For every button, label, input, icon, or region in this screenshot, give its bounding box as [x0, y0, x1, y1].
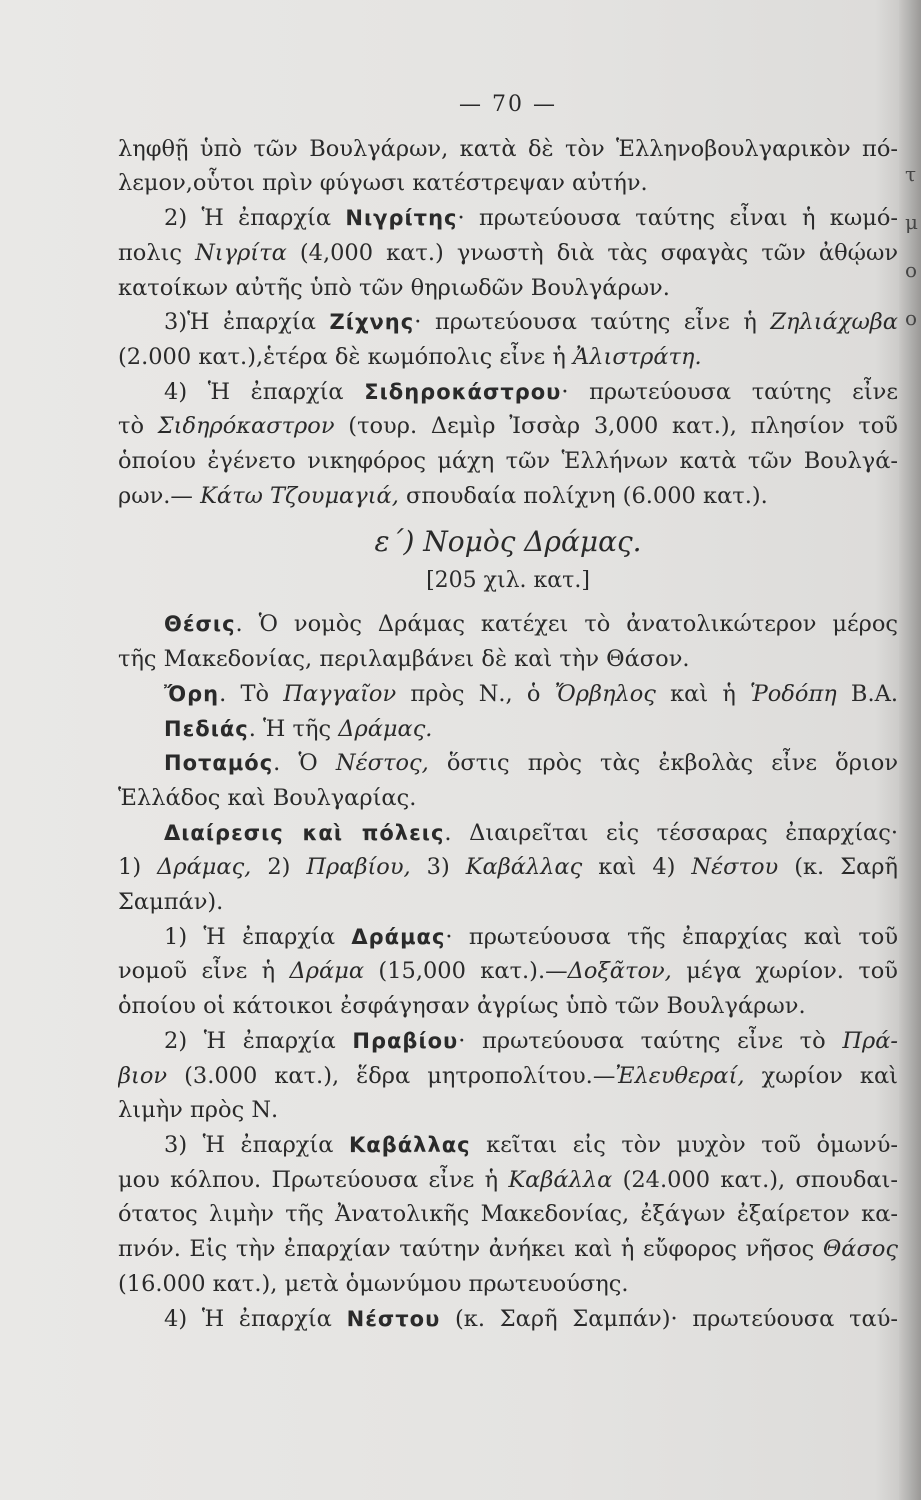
- text-line: [118, 642, 898, 677]
- text-span: (16.000 κατ.), μετὰ ὁμωνύμου πρωτευούσης.: [118, 1270, 629, 1297]
- bold-term: Ποταμός: [164, 751, 274, 776]
- text-line: [118, 236, 898, 271]
- text-line: [118, 1197, 898, 1232]
- text-span: τῆς Μακεδονίας, περιλαμβάνει δὲ καὶ τὴν Θάσον.: [118, 646, 690, 673]
- text-span: μέγα χωρίον. τοῦ: [671, 958, 898, 985]
- text-span: ληφθῇ ὑπὸ τῶν Βουλγάρων, κατὰ δὲ τὸν Ἑλληνοβουλγαρικὸν πό-: [118, 135, 898, 162]
- italic-term: Καβάλλας: [465, 854, 583, 881]
- text-line: [118, 305, 898, 340]
- bold-term: Πεδιάς: [164, 716, 249, 741]
- italic-term: Ἐλευθεραί,: [615, 1062, 745, 1089]
- text-span: κατοίκων αὐτῆς ὑπὸ τῶν θηριωδῶν Βουλγάρων.: [118, 274, 670, 301]
- text-span: λιμὴν πρὸς Ν.: [118, 1097, 279, 1124]
- text-line: [118, 920, 898, 955]
- text-span: · πρωτεύουσα ταύτης εἶνε ἡ: [414, 309, 771, 336]
- text-line: [118, 166, 898, 201]
- text-line: [118, 340, 898, 375]
- text-span: ρων.—: [118, 482, 201, 509]
- section-title: ε΄) Νομὸς Δράμας.: [374, 525, 642, 559]
- text-line: [118, 712, 898, 747]
- text-span: ὁποίου ἐγένετο νικηφόρος μάχη τῶν Ἑλλήνων κατὰ τῶν Βουλγά-: [118, 448, 898, 475]
- bold-term: Ζίχνης: [329, 310, 415, 335]
- italic-term: Δράμας.: [338, 715, 433, 742]
- text-span: (κ. Σαρῆ: [778, 854, 898, 881]
- text-span: (τουρ. Δεμὶρ Ἰσσὰρ 3,000 κατ.), πλησίον τοῦ: [334, 413, 898, 440]
- text-line: [118, 781, 898, 816]
- text-span: Β.Α.: [836, 680, 898, 707]
- text-span: (15,000 κατ.).—: [364, 958, 568, 985]
- text-span: ότατος λιμὴν τῆς Ἀνατολικῆς Μακεδονίας, ἐξάγων ἐξαίρετον κα-: [118, 1201, 898, 1228]
- text-line: [118, 954, 898, 989]
- text-span: · πρωτεύουσα ταύτης εἶνε τὸ: [458, 1027, 843, 1054]
- text-line: [118, 479, 898, 514]
- italic-term: Ὄρβηλος: [554, 680, 656, 707]
- text-span: (24.000 κατ.), σπουδαι-: [612, 1166, 898, 1193]
- italic-term: Νέστος,: [335, 750, 429, 777]
- italic-term: Ῥοδόπη: [750, 680, 837, 707]
- bold-term: Νέστου: [346, 1306, 441, 1331]
- italic-term: Κάτω Τζουμαγιά,: [200, 482, 399, 509]
- bold-term: Νιγρίτης: [345, 206, 458, 231]
- text-span: καὶ 4): [582, 854, 692, 881]
- text-span: λεμον,οὗτοι πρὶν φύγωσι κατέστρεψαν αὐτήν.: [118, 170, 648, 197]
- bold-term: Καβάλλας: [349, 1132, 471, 1157]
- bold-term: Πραβίου: [352, 1028, 459, 1053]
- text-line: [118, 1267, 898, 1302]
- text-line: [118, 1024, 898, 1059]
- text-span: 1): [118, 854, 158, 881]
- text-line: [118, 1232, 898, 1267]
- italic-term: Δοξᾶτον,: [567, 958, 672, 985]
- section-area: [205 χιλ. κατ.]: [426, 568, 590, 594]
- bold-term: Σιδηροκάστρου: [364, 379, 562, 404]
- text-line: [118, 1163, 898, 1198]
- text-line: [118, 816, 898, 851]
- text-span: Ἑλλάδος καὶ Βουλγαρίας.: [118, 784, 417, 811]
- italic-term: Δράμας,: [157, 854, 252, 881]
- italic-term: Πραβίου,: [306, 854, 411, 881]
- text-span: . Ὁ νομὸς Δράμας κατέχει τὸ ἀνατολικώτερον μέρος: [235, 611, 898, 638]
- text-line: [118, 375, 898, 410]
- bold-term: Διαίρεσις καὶ πόλεις: [164, 820, 445, 845]
- text-line: [118, 409, 898, 444]
- italic-term: βιον: [118, 1062, 168, 1089]
- text-span: Σαμπάν).: [118, 889, 224, 916]
- text-span: · πρωτεύουσα τῆς ἐπαρχίας καὶ τοῦ: [445, 923, 898, 950]
- bold-term: Δράμας: [351, 924, 446, 949]
- text-line: [118, 1059, 898, 1094]
- text-span: ὁποίου οἱ κάτοικοι ἐσφάγησαν ἀγρίως ὑπὸ τῶν Βουλγάρων.: [118, 993, 806, 1020]
- text-span: νομοῦ εἶνε ἡ: [118, 958, 290, 985]
- text-line: [118, 444, 898, 479]
- text-line: [118, 850, 898, 885]
- page-number: — 70 —: [459, 92, 557, 117]
- text-span: 1) Ἡ ἐπαρχία: [164, 923, 352, 950]
- text-span: 3)Ἡ ἐπαρχία: [164, 309, 330, 336]
- text-span: πολις: [118, 239, 196, 266]
- text-line: [118, 132, 898, 167]
- text-span: πνόν. Εἰς τὴν ἐπαρχίαν ταύτην ἀνήκει καὶ ἡ εὔφορος νῆσος: [118, 1236, 823, 1263]
- text-span: . Ἡ τῆς: [248, 715, 339, 742]
- text-span: . Διαιρεῖται εἰς τέσσαρας ἐπαρχίας·: [444, 819, 898, 846]
- text-span: . Ὁ: [273, 750, 336, 777]
- text-block-main: [118, 607, 898, 1336]
- italic-term: Πρά-: [842, 1027, 898, 1054]
- text-span: 2): [251, 854, 307, 881]
- text-span: μου κόλπου. Πρωτεύουσα εἶνε ἡ: [118, 1166, 509, 1193]
- page-content: [118, 88, 898, 1336]
- text-line: [118, 1093, 898, 1128]
- text-span: 3) Ἡ ἐπαρχία: [164, 1131, 349, 1158]
- italic-term: Δράμα: [289, 958, 365, 985]
- text-span: . Τὸ: [219, 680, 284, 707]
- text-span: 4) Ἡ ἐπαρχία: [164, 378, 365, 405]
- text-span: 2) Ἡ ἐπαρχία: [164, 1027, 353, 1054]
- text-line: [118, 201, 898, 236]
- text-line: [118, 746, 898, 781]
- text-span: χωρίον καὶ: [744, 1062, 898, 1089]
- facing-page-letters: τ μ ο ο: [905, 162, 918, 330]
- text-span: πρὸς Ν., ὁ: [396, 680, 555, 707]
- text-span: 3): [410, 854, 466, 881]
- text-span: · πρωτεύουσα ταύτης εἶναι ἡ κωμό-: [457, 205, 898, 232]
- italic-term: Καβάλλα: [508, 1166, 613, 1193]
- text-span: 2) Ἡ ἐπαρχία: [164, 205, 346, 232]
- text-line: [118, 677, 898, 712]
- text-span: (2.000 κατ.),ἑτέρα δὲ κωμόπολις εἶνε ἡ: [118, 343, 573, 370]
- text-span: 4) Ἡ ἐπαρχία: [164, 1305, 347, 1332]
- text-block-top: [118, 132, 898, 514]
- text-span: κεῖται εἰς τὸν μυχὸν τοῦ ὁμωνύ-: [470, 1131, 898, 1158]
- text-line: [118, 1302, 898, 1337]
- italic-term: Ζηλιάχωβα: [770, 309, 898, 336]
- italic-term: Νιγρίτα: [195, 239, 287, 266]
- text-line: [118, 885, 898, 920]
- text-line: [118, 271, 898, 306]
- text-line: [118, 989, 898, 1024]
- text-span: · πρωτεύουσα ταύτης εἶνε: [561, 378, 898, 405]
- text-span: (3.000 κατ.), ἕδρα μητροπολίτου.—: [167, 1062, 616, 1089]
- italic-term: Θάσος: [822, 1236, 898, 1263]
- text-span: τὸ: [118, 413, 158, 440]
- text-span: σπουδαία πολίχνη (6.000 κατ.).: [398, 482, 768, 509]
- facing-page-edge: [899, 0, 921, 1500]
- text-span: (κ. Σαρῆ Σαμπάν)· πρωτεύουσα ταύ-: [440, 1305, 898, 1332]
- bold-term: Ὄρη: [164, 681, 220, 706]
- italic-term: Ἀλιστράτη.: [573, 343, 702, 370]
- text-span: (4,000 κατ.) γνωστὴ διὰ τὰς σφαγὰς τῶν ἀθῴων: [286, 239, 898, 266]
- italic-term: Παγγαῖον: [283, 680, 397, 707]
- text-span: καὶ ἡ: [655, 680, 751, 707]
- text-line: [118, 607, 898, 642]
- bold-term: Θέσις: [164, 612, 236, 637]
- italic-term: Σιδηρόκαστρον: [157, 413, 335, 440]
- italic-term: Νέστου: [691, 854, 779, 881]
- text-span: ὅστις πρὸς τὰς ἐκβολὰς εἶνε ὅριον: [428, 750, 898, 777]
- text-line: [118, 1128, 898, 1163]
